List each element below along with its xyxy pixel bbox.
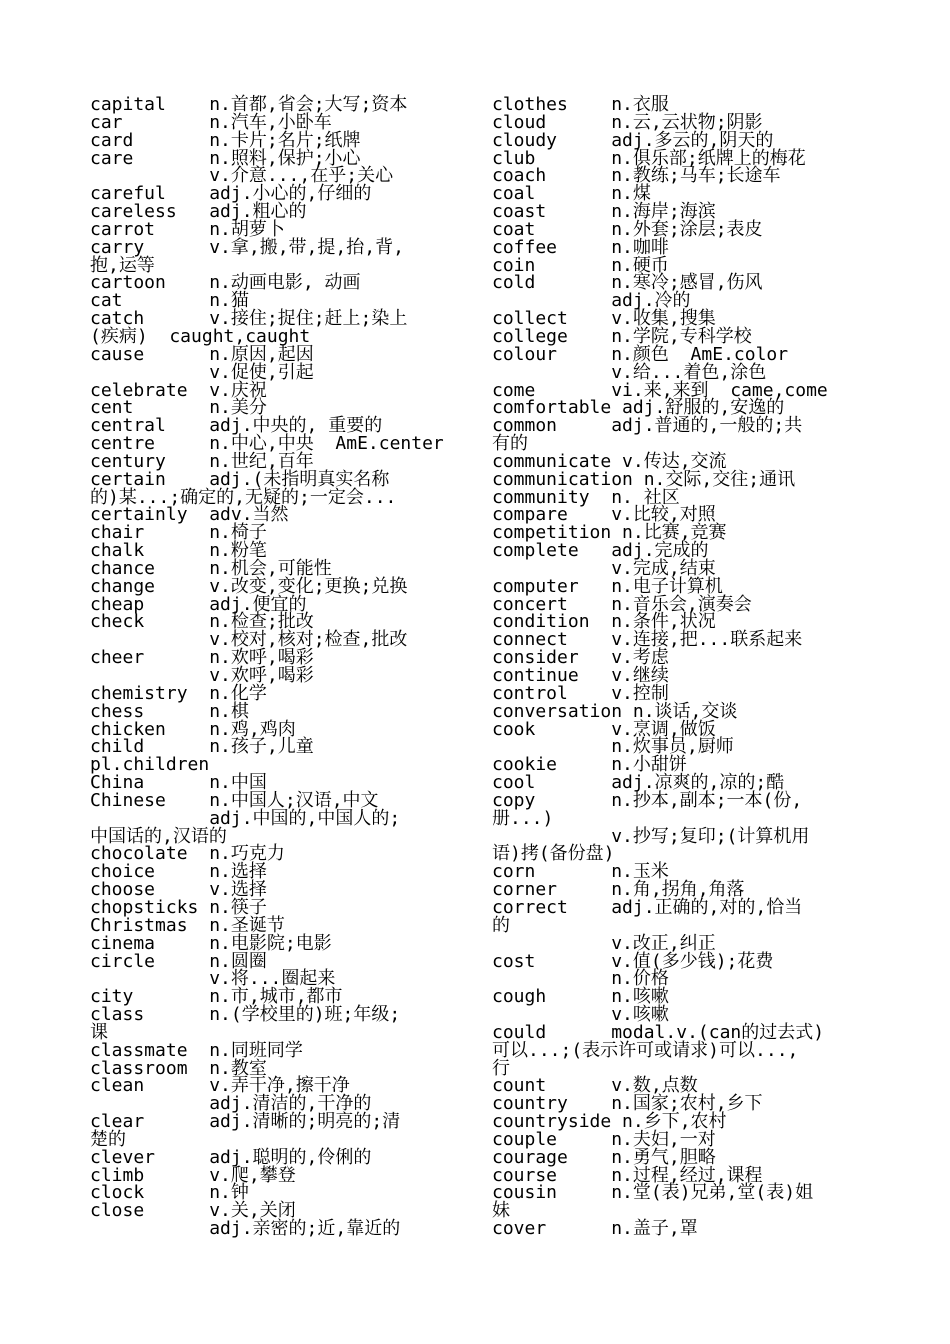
vocabulary-entry-line: v.校对,核对;检查,批改 [90,629,408,651]
vocabulary-entry-line: city n.市,城市,都市 [90,986,343,1008]
vocabulary-entry-line: cheap adj.便宜的 [90,593,307,615]
vocabulary-entry-line: cheer n.欢呼,喝彩 [90,647,314,669]
vocabulary-entry-line: care n.照料,保护;小心 [90,147,361,169]
vocabulary-entry-line: cookie n.小甜饼 [492,754,687,776]
vocabulary-entry-line: cinema n.电影院;电影 [90,932,332,954]
vocabulary-entry-line: v.咳嗽 [492,1004,669,1026]
vocabulary-entry-line: 册...) [492,807,554,829]
vocabulary-entry-line: 妹 [492,1200,510,1222]
vocabulary-entry-line: catch v.接住;捉住;赶上;染上 [90,308,408,330]
vocabulary-entry-line: comfortable adj.舒服的,安逸的 [492,397,785,419]
vocabulary-entry-line: communicate v.传达,交流 [492,450,727,472]
vocabulary-entry-line: v.抄写;复印;(计算机用 [492,825,810,847]
vocabulary-entry-line: chess n.棋 [90,700,249,722]
vocabulary-entry-line: coal n.煤 [492,183,651,205]
vocabulary-entry-line: chocolate n.巧克力 [90,843,285,865]
vocabulary-entry-line: change v.改变,变化;更换;兑换 [90,575,408,597]
vocabulary-entry-line: v.欢呼,喝彩 [90,665,314,686]
vocabulary-entry-line: v.促使,引起 [90,361,314,383]
vocabulary-entry-line: control v.控制 [492,682,669,704]
vocabulary-entry-line: car n.汽车,小卧车 [90,111,332,133]
vocabulary-entry-line: 的 [492,914,510,936]
vocabulary-entry-line: college n.学院,专科学校 [492,325,752,347]
vocabulary-entry-line: cook v.烹调,做饭 [492,718,716,740]
vocabulary-entry-line: class n.(学校里的)班;年级; [90,1004,401,1026]
vocabulary-entry-line: v.介意...,在乎;关心 [90,165,394,187]
vocabulary-entry-line: common adj.普通的,一般的;共 [492,415,803,437]
vocabulary-entry-line: clear adj.清晰的;明亮的;清 [90,1111,401,1133]
vocabulary-entry-line: competition n.比赛,竞赛 [492,522,727,544]
vocabulary-entry-line: 行 [492,1057,510,1079]
vocabulary-entry-line: carrot n.胡萝卜 [90,218,285,240]
vocabulary-entry-line: 可以...;(表示许可或请求)可以..., [492,1039,799,1061]
vocabulary-entry-line: careful adj.小心的,仔细的 [90,183,372,205]
vocabulary-entry-line: club n.俱乐部;纸牌上的梅花 [492,147,806,169]
vocabulary-entry-line: conversation n.谈话,交谈 [492,700,738,722]
vocabulary-entry-line: central adj.中央的, 重要的 [90,415,383,437]
vocabulary-entry-line: v.改正,纠正 [492,932,716,954]
vocabulary-entry-line: centre n.中心,中央 AmE.center [90,433,444,455]
vocabulary-entry-line: continue v.继续 [492,665,669,686]
vocabulary-entry-line: clothes n.衣服 [492,94,669,115]
vocabulary-entry-line: computer n.电子计算机 [492,575,723,597]
vocabulary-entry-line: certain adj.(未指明真实名称 [90,468,390,490]
vocabulary-entry-line: Christmas n.圣诞节 [90,914,285,936]
vocabulary-entry-line: card n.卡片;名片;纸牌 [90,129,361,151]
vocabulary-column-left [90,96,480,1238]
vocabulary-entry-line: n.炊事员,厨师 [492,736,734,758]
vocabulary-entry-line: classmate n.同班同学 [90,1039,303,1061]
vocabulary-entry-line: compare v.比较,对照 [492,504,716,526]
vocabulary-entry-line: close v.关,关闭 [90,1200,296,1222]
vocabulary-entry-line: chopsticks n.筷子 [90,896,267,918]
vocabulary-entry-line: 抱,运等 [90,254,155,276]
vocabulary-entry-line: adj.冷的 [492,290,691,312]
vocabulary-entry-line: check n.检查;批改 [90,611,314,633]
vocabulary-entry-line: v.将...圈起来 [90,968,336,990]
vocabulary-entry-line: connect v.连接,把...联系起来 [492,629,803,651]
vocabulary-entry-line: community n. 社区 [492,486,680,508]
vocabulary-entry-line: chicken n.鸡,鸡肉 [90,718,296,740]
vocabulary-entry-line: chalk n.粉笔 [90,540,267,562]
vocabulary-entry-line: child n.孩子,儿童 [90,736,314,758]
vocabulary-entry-line: courage n.勇气,胆略 [492,1146,716,1168]
vocabulary-entry-line: concert n.音乐会,演奏会 [492,593,752,615]
vocabulary-entry-line: adj.亲密的;近,靠近的 [90,1218,401,1240]
vocabulary-entry-line: coach n.教练;马车;长途车 [492,165,781,187]
vocabulary-entry-line: choice n.选择 [90,861,267,883]
vocabulary-entry-line: cent n.美分 [90,397,267,419]
vocabulary-entry-line: cartoon n.动画电影, 动画 [90,272,361,294]
vocabulary-entry-line: corn n.玉米 [492,861,669,883]
vocabulary-entry-line: climb v.爬,攀登 [90,1164,296,1186]
vocabulary-entry-line: 课 [90,1021,108,1043]
vocabulary-entry-line: 楚的 [90,1128,126,1150]
vocabulary-entry-line: coin n.硬币 [492,254,669,276]
vocabulary-entry-line: 中国话的,汉语的 [90,825,227,847]
vocabulary-entry-line: cause n.原因,起因 [90,343,314,365]
vocabulary-entry-line: circle n.圆圈 [90,950,267,972]
vocabulary-entry-line: coat n.外套;涂层;表皮 [492,218,763,240]
vocabulary-entry-line: v.完成,结束 [492,557,716,579]
vocabulary-entry-line: cousin n.堂(表)兄弟,堂(表)姐 [492,1182,814,1204]
vocabulary-entry-line: adj.中国的,中国人的; [90,807,401,829]
vocabulary-entry-line: clock n.钟 [90,1182,249,1204]
vocabulary-column-right [492,96,862,1238]
vocabulary-entry-line: 语)拷(备份盘) [492,843,615,865]
vocabulary-entry-line: choose v.选择 [90,879,267,901]
vocabulary-entry-line: v.给...着色,涂色 [492,361,767,383]
vocabulary-entry-line: cost v.值(多少钱);花费 [492,950,774,972]
vocabulary-entry-line: collect v.收集,搜集 [492,308,716,330]
vocabulary-entry-line: communication n.交际,交往;通讯 [492,468,796,490]
vocabulary-entry-line: 有的 [492,433,528,455]
vocabulary-entry-line: cloudy adj.多云的,阴天的 [492,129,774,151]
vocabulary-entry-line: careless adj.粗心的 [90,201,307,223]
vocabulary-entry-line: corner n.角,拐角,角落 [492,879,745,901]
vocabulary-entry-line: country n.国家;农村,乡下 [492,1093,763,1115]
vocabulary-entry-line: China n.中国 [90,772,267,794]
vocabulary-entry-line: (疾病) caught,caught [90,325,311,347]
vocabulary-entry-line: complete adj.完成的 [492,540,709,562]
vocabulary-entry-line: century n.世纪,百年 [90,450,314,472]
vocabulary-entry-line: couple n.夫妇,一对 [492,1128,716,1150]
vocabulary-entry-line: count v.数,点数 [492,1075,698,1097]
vocabulary-entry-line: cloud n.云,云状物;阴影 [492,111,763,133]
vocabulary-entry-line: countryside n.乡下,农村 [492,1111,727,1133]
vocabulary-entry-line: condition n.条件,状况 [492,611,716,633]
vocabulary-entry-line: coffee n.咖啡 [492,236,669,258]
vocabulary-entry-line: adj.清洁的,干净的 [90,1093,372,1115]
vocabulary-entry-line: n.价格 [492,968,669,990]
vocabulary-entry-line: correct adj.正确的,对的,恰当 [492,896,803,918]
vocabulary-entry-line: Chinese n.中国人;汉语,中文 [90,789,379,811]
vocabulary-entry-line: classroom n.教室 [90,1057,267,1079]
vocabulary-entry-line: 的)某...;确定的,无疑的;一定会... [90,486,397,508]
vocabulary-entry-line: chemistry n.化学 [90,682,267,704]
vocabulary-entry-line: cold n.寒冷;感冒,伤风 [492,272,763,294]
vocabulary-entry-line: course n.过程,经过,课程 [492,1164,763,1186]
vocabulary-entry-line: celebrate v.庆祝 [90,379,267,401]
vocabulary-entry-line: cat n.猫 [90,290,249,312]
vocabulary-entry-line: pl.children [90,754,210,776]
vocabulary-entry-line: cough n.咳嗽 [492,986,669,1008]
vocabulary-entry-line: cool adj.凉爽的,凉的;酷 [492,772,785,794]
vocabulary-entry-line: cover n.盖子,罩 [492,1218,698,1240]
vocabulary-entry-line: chair n.椅子 [90,522,267,544]
vocabulary-entry-line: chance n.机会,可能性 [90,557,332,579]
vocabulary-entry-line: coast n.海岸;海滨 [492,201,716,223]
vocabulary-entry-line: copy n.抄本,副本;一本(份, [492,789,803,811]
vocabulary-entry-line: certainly adv.当然 [90,504,289,526]
vocabulary-entry-line: capital n.首都,省会;大写;资本 [90,94,408,115]
vocabulary-entry-line: clean v.弄干净,擦干净 [90,1075,350,1097]
vocabulary-entry-line: colour n.颜色 AmE.color [492,343,789,365]
vocabulary-entry-line: clever adj.聪明的,伶俐的 [90,1146,372,1168]
vocabulary-entry-line: carry v.拿,搬,带,提,抬,背, [90,236,404,258]
vocabulary-entry-line: could modal.v.(can的过去式) [492,1021,825,1043]
vocabulary-entry-line: come vi.来,来到 came,come [492,379,828,401]
vocabulary-entry-line: consider v.考虑 [492,647,669,669]
